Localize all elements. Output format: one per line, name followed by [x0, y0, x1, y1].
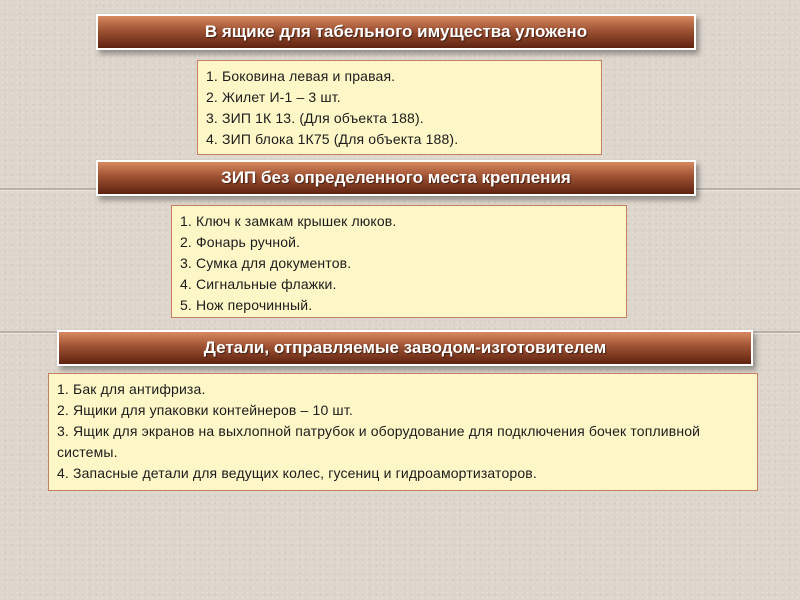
list-item: 1. Ключ к замкам крышек люков. — [180, 213, 397, 229]
section-2-list — [180, 211, 618, 316]
section-1-list-box — [197, 60, 602, 155]
section-3-header-text: Детали, отправляемые заводом-изготовителем — [203, 338, 607, 357]
list-item: 3. Ящик для экранов на выхлопной патрубок и оборудование для подключения бочек топливной системы. — [57, 423, 701, 460]
section-3-list — [57, 379, 749, 484]
list-item: 4. ЗИП блока 1К75 (Для объекта 188). — [206, 131, 459, 147]
list-item: 4. Сигнальные флажки. — [180, 276, 337, 292]
section-1-header-text: В ящике для табельного имущества уложено — [204, 22, 588, 41]
section-3-list-box — [48, 373, 758, 491]
section-1-header — [96, 14, 696, 50]
section-2-header — [96, 160, 696, 196]
list-item: 1. Бак для антифриза. — [57, 381, 206, 397]
section-3-header — [57, 330, 753, 366]
list-item: 3. Сумка для документов. — [180, 255, 352, 271]
section-2-header-text: ЗИП без определенного места крепления — [221, 168, 571, 187]
list-item: 2. Фонарь ручной. — [180, 234, 301, 250]
list-item: 2. Жилет И-1 – 3 шт. — [206, 89, 341, 105]
list-item: 3. ЗИП 1К 13. (Для объекта 188). — [206, 110, 424, 126]
section-1-list — [206, 66, 593, 150]
list-item: 2. Ящики для упаковки контейнеров – 10 шт. — [57, 402, 353, 418]
section-2-list-box — [171, 205, 627, 318]
list-item: 1. Боковина левая и правая. — [206, 68, 396, 84]
list-item: 5. Нож перочинный. — [180, 297, 313, 313]
list-item: 4. Запасные детали для ведущих колес, гусениц и гидроамортизаторов. — [57, 465, 537, 481]
